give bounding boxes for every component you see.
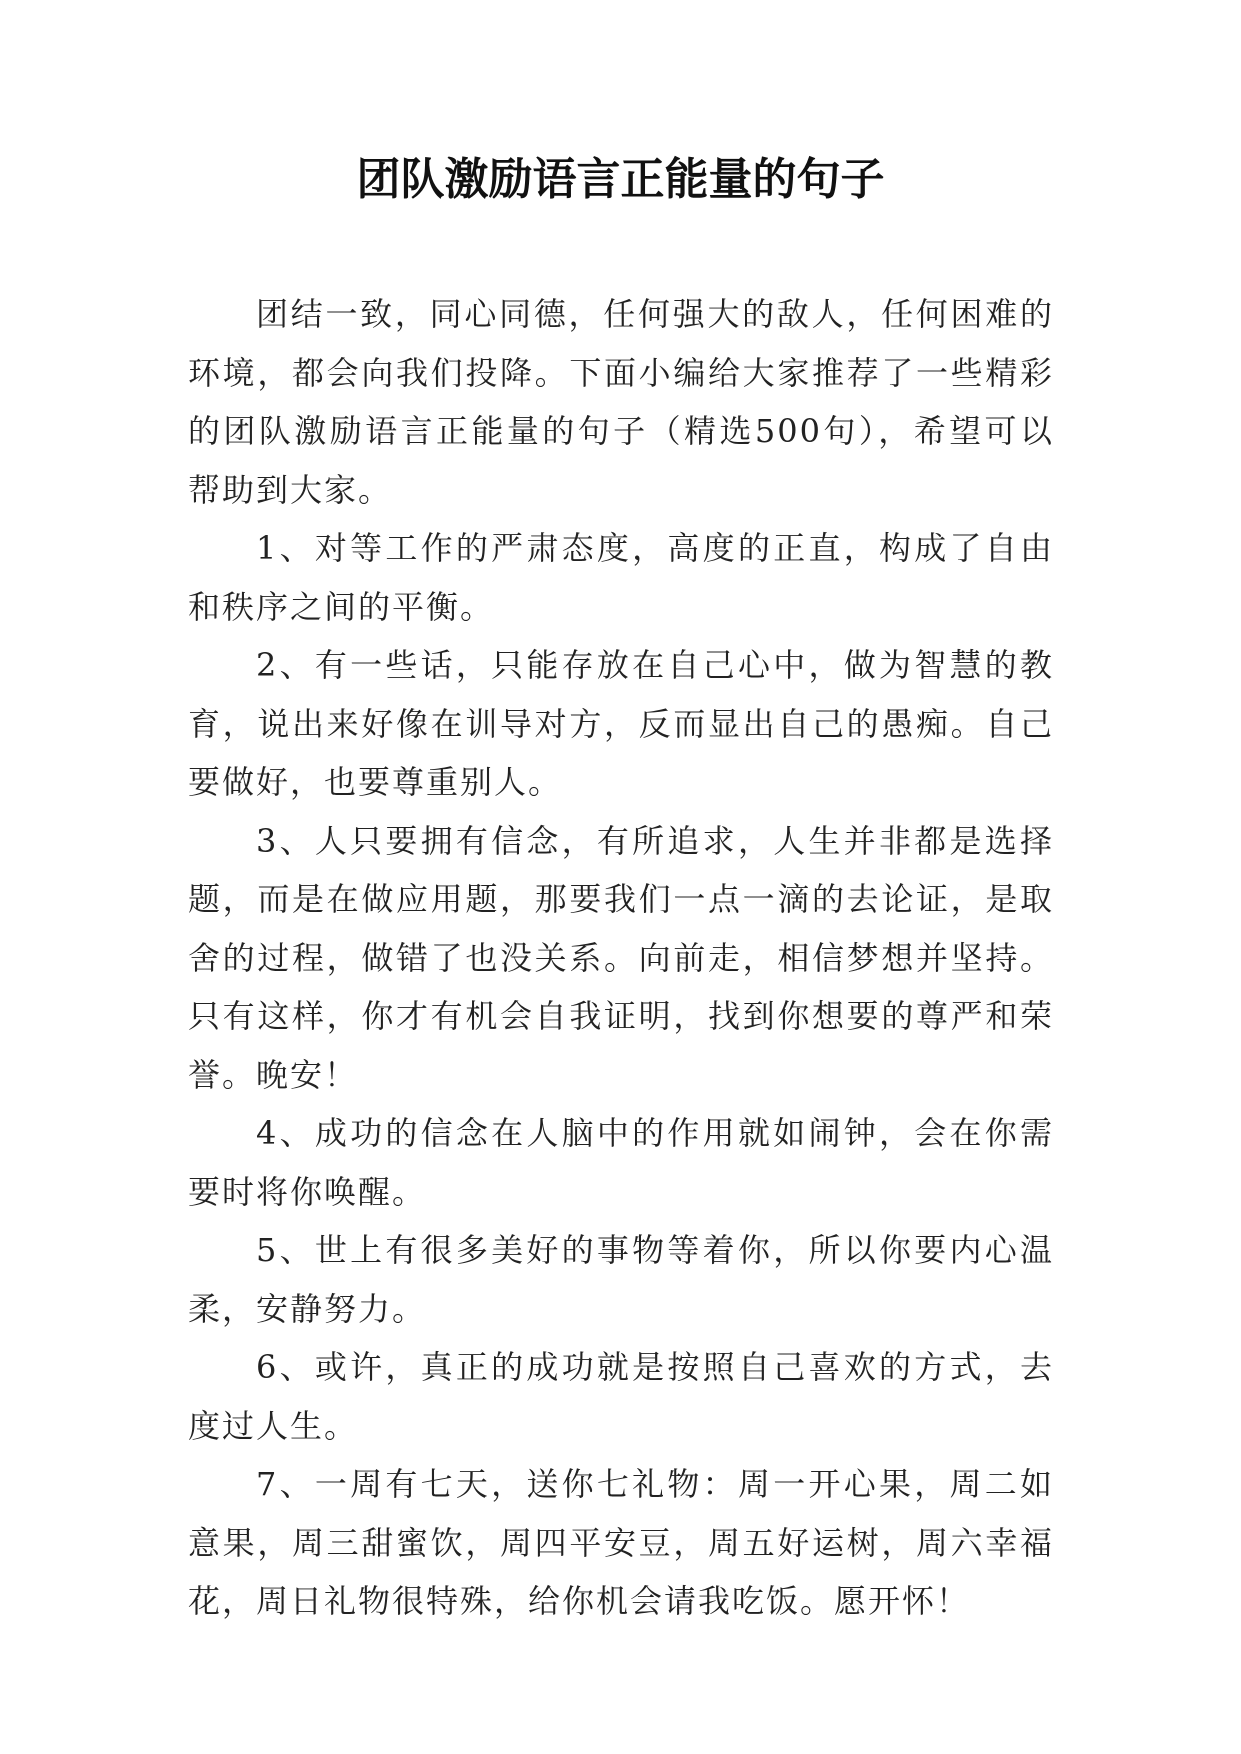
intro-paragraph: 团结一致，同心同德，任何强大的敌人，任何困难的环境，都会向我们投降。下面小编给大家推荐了一些精彩的团队激励语言正能量的句子（精选500句），希望可以帮助到大家。 (188, 295, 1054, 509)
quote-paragraph: 3、人只要拥有信念，有所追求，人生并非都是选择题，而是在做应用题，那要我们一点一滴的去论证，是取舍的过程，做错了也没关系。向前走，相信梦想并坚持。只有这样，你才有机会自我证明，找到你想要的尊严和荣誉。晚安！ (188, 821, 1054, 1094)
quote-paragraph: 7、一周有七天，送你七礼物：周一开心果，周二如意果，周三甜蜜饮，周四平安豆，周五好运树，周六幸福花，周日礼物很特殊，给你机会请我吃饭。愿开怀！ (188, 1465, 1054, 1620)
quote-paragraph: 5、世上有很多美好的事物等着你，所以你要内心温柔，安静努力。 (188, 1231, 1054, 1328)
quote-paragraph: 6、或许，真正的成功就是按照自己喜欢的方式，去度过人生。 (188, 1348, 1054, 1445)
quote-paragraph: 2、有一些话，只能存放在自己心中，做为智慧的教育，说出来好像在训导对方，反而显出自己的愚痴。自己要做好，也要尊重别人。 (188, 646, 1054, 801)
quote-paragraph: 1、对等工作的严肃态度，高度的正直，构成了自由和秩序之间的平衡。 (188, 529, 1054, 626)
quote-paragraph: 4、成功的信念在人脑中的作用就如闹钟，会在你需要时将你唤醒。 (188, 1114, 1054, 1211)
document-body (188, 285, 1054, 1631)
document-title: 团队激励语言正能量的句子 (356, 154, 885, 205)
